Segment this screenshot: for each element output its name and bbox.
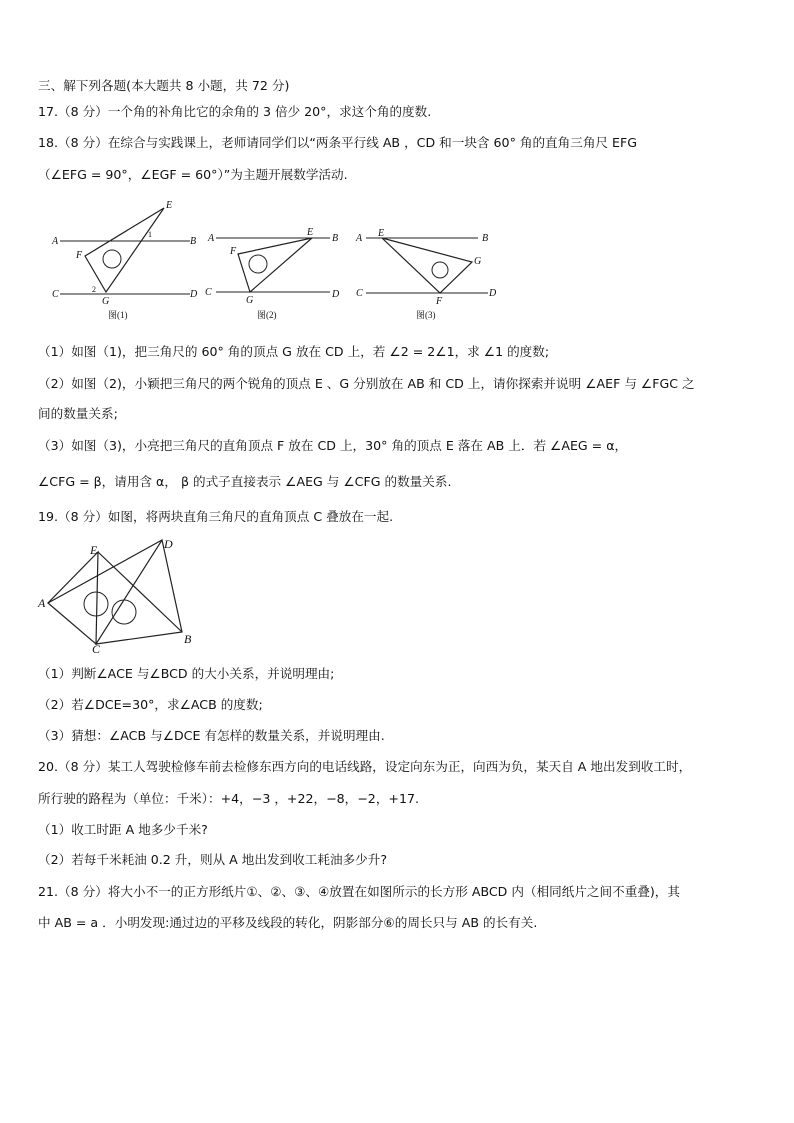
question-20-line2: 所行驶的路程为（单位：千米）：+4，−3 ，+22，−8，−2，+17. (38, 791, 419, 806)
question-19-sub3: （3）猜想：∠ACB 与∠DCE 有怎样的数量关系，并说明理由. (38, 728, 385, 743)
question-21-line1: 21.（8 分）将大小不一的正方形纸片①、②、③、④放置在如图所示的长方形 ABCD 内（相同纸片之间不重叠)，其 (38, 884, 680, 899)
fig1-label-D: D (190, 289, 198, 300)
fig3-label-A: A (356, 233, 363, 244)
fig3-label-B: B (482, 233, 489, 244)
fig2-label-C: C (205, 287, 212, 298)
fig1-label-B: B (190, 236, 197, 247)
fig19-label-B: B (184, 632, 192, 646)
fig2-label-A: A (208, 233, 215, 244)
fig1-label-E: E (166, 200, 173, 211)
question-20-sub2: （2）若每千米耗油 0.2 升，则从 A 地出发到收工耗油多少升? (38, 852, 388, 867)
fig1-caption: 图(1) (108, 310, 128, 320)
fig3-label-D: D (489, 288, 497, 299)
fig2-label-D: D (332, 289, 340, 300)
question-20-line1: 20.（8 分）某工人驾驶检修车前去检修东西方向的电话线路，设定向东为正，向西为负，某天自 A 地出发到收工时， (38, 759, 692, 774)
fig1-angle-2: 2 (92, 285, 96, 294)
section-title: 三、解下列各题(本大题共 8 小题，共 72 分) (38, 78, 290, 93)
fig3-label-G: G (474, 256, 482, 267)
figure-18-2 (202, 196, 352, 330)
question-21-line2: 中 AB = a ．小明发现:通过边的平移及线段的转化，阴影部分⑥的周长只与 AB 的长有关. (38, 915, 538, 930)
fig3-label-C: C (356, 288, 363, 299)
fig19-label-A: A (38, 596, 46, 610)
question-18-sub3b: ∠CFG = β，请用含 α， β 的式子直接表示 ∠AEG 与 ∠CFG 的数量关系. (38, 474, 452, 489)
fig1-label-F: F (76, 250, 83, 261)
fig19-label-D: D (164, 537, 173, 551)
question-19-sub1: （1）判断∠ACE 与∠BCD 的大小关系，并说明理由; (38, 666, 335, 681)
fig1-label-C: C (52, 289, 59, 300)
question-17: 17.（8 分）一个角的补角比它的余角的 3 倍少 20°，求这个角的度数. (38, 104, 432, 119)
question-18-sub2b: 间的数量关系; (38, 406, 118, 421)
fig1-label-G: G (102, 296, 110, 307)
fig1-label-A: A (52, 236, 59, 247)
fig19-label-C: C (92, 642, 101, 654)
question-19-sub2: （2）若∠DCE=30°，求∠ACB 的度数; (38, 697, 263, 712)
fig3-caption: 图(3) (416, 310, 436, 320)
question-20-sub1: （1）收工时距 A 地多少千米? (38, 822, 208, 837)
fig2-label-B: B (332, 233, 339, 244)
question-18-line1: 18.（8 分）在综合与实践课上，老师请同学们以“两条平行线 AB ，CD 和一块含 60° 角的直角三角尺 EFG (38, 135, 637, 150)
fig1-angle-1: 1 (148, 230, 152, 239)
fig19-label-E: E (90, 543, 98, 557)
fig2-label-F: F (230, 246, 237, 257)
question-18-sub2a: （2）如图（2)，小颖把三角尺的两个锐角的顶点 E 、G 分别放在 AB 和 CD 上，请你探索并说明 ∠AEF 与 ∠FGC 之 (38, 376, 695, 391)
question-19: 19.（8 分）如图，将两块直角三角尺的直角顶点 C 叠放在一起. (38, 509, 394, 524)
question-18-sub1: （1）如图（1)，把三角尺的 60° 角的顶点 G 放在 CD 上，若 ∠2 = 2∠1，求 ∠1 的度数; (38, 344, 550, 359)
fig3-label-F: F (436, 296, 443, 307)
figure-18-1 (40, 196, 200, 330)
fig2-label-G: G (246, 295, 254, 306)
question-18-sub3a: （3）如图（3)，小亮把三角尺的直角顶点 F 放在 CD 上，30° 角的顶点 E 落在 AB 上．若 ∠AEG = α， (38, 438, 628, 453)
fig2-caption: 图(2) (257, 310, 277, 320)
figure-18-3 (352, 196, 502, 330)
figure-19 (34, 536, 204, 658)
fig3-label-E: E (378, 228, 385, 239)
question-18-line2: （∠EFG = 90°，∠EGF = 60°）”为主题开展数学活动. (38, 167, 348, 182)
fig2-label-E: E (307, 227, 314, 238)
